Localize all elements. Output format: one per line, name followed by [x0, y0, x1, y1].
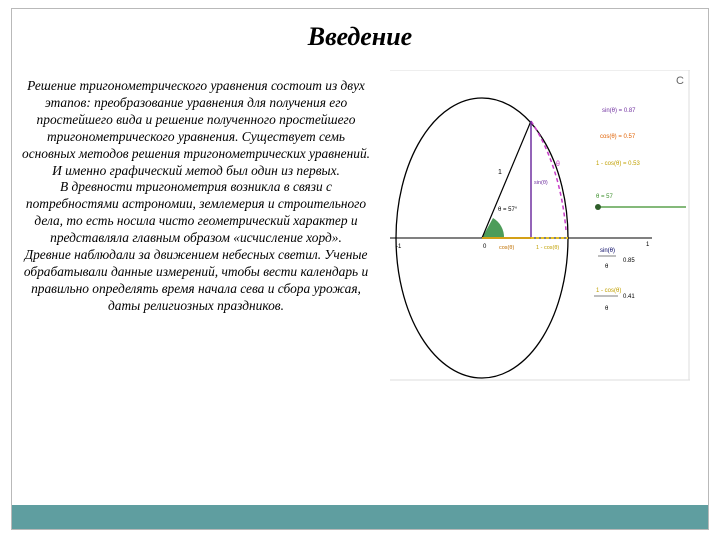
paragraph-methods: Решение тригонометрического уравнения состоит из двух этапов: преобразование уравнения для получения его простейшего вида и решение полученного простейшего тригонометрического уравнения. Существует семь основных методов решения тригонометрических уравнений. И именно графический метод был один из первых.	[22, 78, 370, 178]
slide-title: Введение	[307, 22, 413, 51]
radius-label: 1	[498, 169, 502, 176]
sin-segment-label: sin(θ)	[534, 180, 548, 186]
slider-label: θ = 57	[596, 194, 613, 200]
readout-one-minus-cos: 1 - cos(θ) = 0.53	[596, 161, 640, 167]
paragraph-history: В древности тригонометрия возникла в связи с потребностями астрономии, землемерия и строительного дела, то есть носила чисто геометрический характер и представляла главным образом «исчисление хорд».	[25, 179, 367, 246]
fraction1-numerator: sin(θ)	[600, 248, 616, 254]
angle-sector	[482, 218, 504, 238]
axis-label-left: -1	[396, 244, 402, 250]
fraction2-value: 0.41	[623, 294, 635, 300]
one-minus-cos-segment-label: 1 - cos(θ)	[536, 245, 560, 251]
fraction1-value: 0.85	[623, 258, 635, 264]
fraction2-denominator: θ	[605, 306, 609, 312]
theta-arc	[531, 121, 566, 230]
unit-circle-figure	[390, 70, 690, 430]
slide-body	[20, 78, 372, 315]
slide-bottom-bar	[12, 505, 708, 529]
cos-segment-label: cos(θ)	[499, 245, 515, 251]
axis-label-right: 1	[646, 242, 650, 248]
slider-handle[interactable]	[595, 204, 601, 210]
arc-label: θ	[556, 161, 560, 168]
corner-letter: C	[676, 75, 684, 87]
readout-cos: cos(θ) = 0.57	[600, 134, 636, 140]
readout-sin: sin(θ) = 0.87	[602, 108, 636, 114]
fraction1-denominator: θ	[605, 264, 609, 270]
angle-label: θ = 57°	[498, 207, 518, 213]
radius-line	[482, 121, 531, 238]
fraction2-numerator: 1 - cos(θ)	[596, 288, 622, 294]
paragraph-astronomy: Древние наблюдали за движением небесных светил. Ученые обрабатывали данные измерений, чтобы вести календарь и правильно определять время начала сева и сбора урожая, даты религиозных праздников.	[23, 247, 369, 313]
axis-label-origin: 0	[483, 244, 487, 250]
